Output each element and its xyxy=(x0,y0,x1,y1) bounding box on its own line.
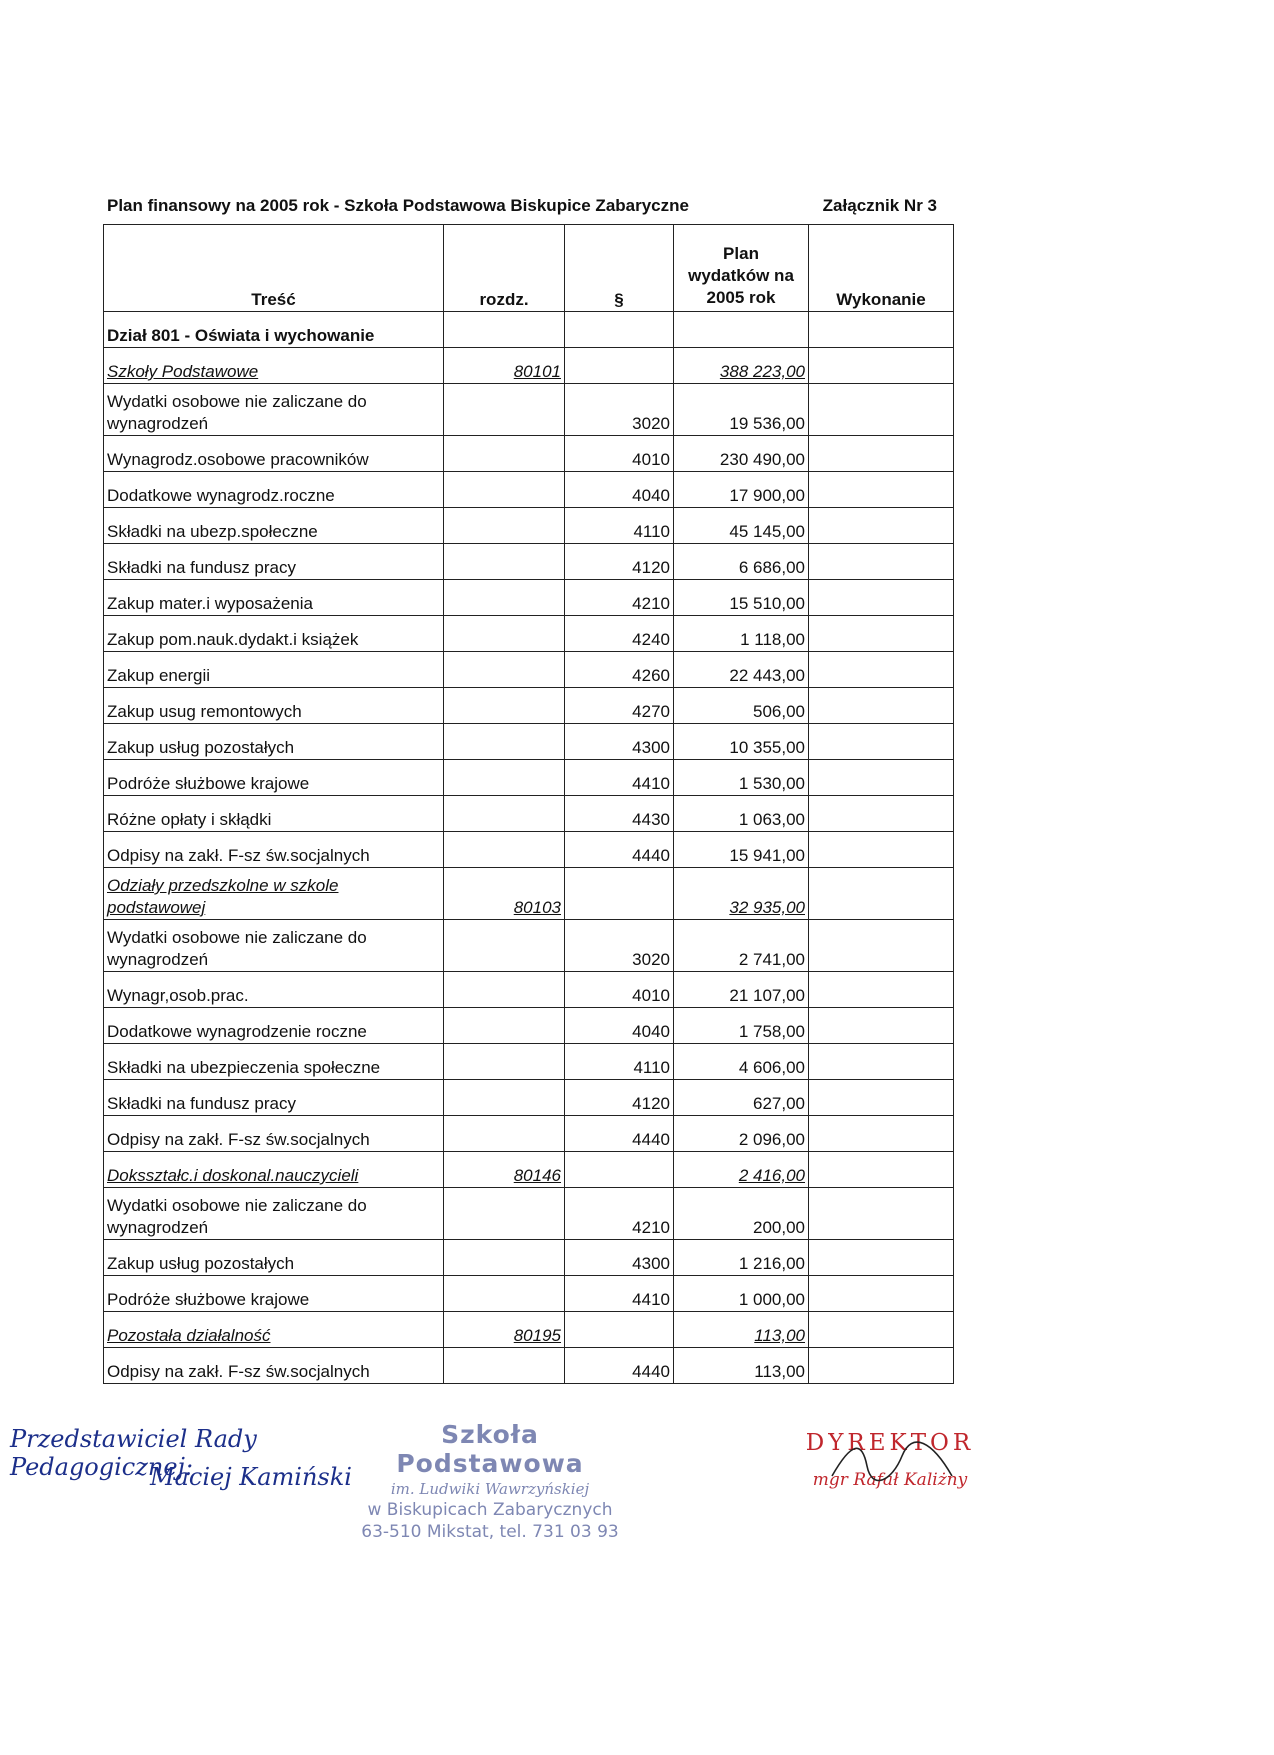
cell-tresc xyxy=(104,472,444,508)
cell-paragraph-text: 4110 xyxy=(633,1058,670,1077)
cell-rozdz xyxy=(444,760,565,796)
table-header-row xyxy=(104,225,954,312)
cell-plan xyxy=(674,508,809,544)
cell-tresc xyxy=(104,796,444,832)
cell-wykonanie xyxy=(809,1240,954,1276)
cell-tresc-text: Odziały przedszkolne w szkole podstawowej xyxy=(107,876,339,917)
table-row xyxy=(104,832,954,868)
cell-wykonanie xyxy=(809,920,954,972)
table-row xyxy=(104,384,954,436)
subsection-row xyxy=(104,1312,954,1348)
cell-plan xyxy=(674,1312,809,1348)
cell-tresc xyxy=(104,1008,444,1044)
cell-wykonanie xyxy=(809,1348,954,1384)
cell-tresc-text: Odpisy na zakł. F-sz św.socjalnych xyxy=(107,1362,370,1381)
cell-tresc xyxy=(104,724,444,760)
cell-tresc-text: Składki na ubezp.społeczne xyxy=(107,522,318,541)
cell-plan xyxy=(674,796,809,832)
cell-rozdz xyxy=(444,1276,565,1312)
cell-paragraph-text: 4010 xyxy=(632,986,670,1005)
cell-wykonanie xyxy=(809,348,954,384)
teacher-council-label: Przedstawiciel Rady Pedagogicznej: xyxy=(10,1425,257,1481)
cell-tresc-text: Wynagr,osob.prac. xyxy=(107,986,249,1005)
subsection-row xyxy=(104,868,954,920)
column-header-wykonanie: Wykonanie xyxy=(809,225,954,312)
table-row xyxy=(104,1008,954,1044)
cell-tresc-text: Zakup mater.i wyposażenia xyxy=(107,594,313,613)
cell-tresc xyxy=(104,868,444,920)
cell-paragraph-text: 4120 xyxy=(632,558,670,577)
cell-rozdz xyxy=(444,1008,565,1044)
cell-paragraph-text: 3020 xyxy=(632,414,670,433)
table-row xyxy=(104,1080,954,1116)
table-row xyxy=(104,544,954,580)
cell-paragraph xyxy=(565,868,674,920)
cell-paragraph-text: 4300 xyxy=(632,738,670,757)
cell-wykonanie xyxy=(809,832,954,868)
cell-plan-text: 1 530,00 xyxy=(738,774,805,793)
cell-plan xyxy=(674,688,809,724)
section-cell xyxy=(444,312,565,348)
cell-tresc xyxy=(104,920,444,972)
cell-rozdz xyxy=(444,832,565,868)
cell-paragraph xyxy=(565,472,674,508)
teacher-council-signature xyxy=(10,1425,380,1515)
cell-plan xyxy=(674,724,809,760)
cell-wykonanie xyxy=(809,616,954,652)
table-row xyxy=(104,580,954,616)
cell-rozdz xyxy=(444,972,565,1008)
cell-wykonanie xyxy=(809,1080,954,1116)
budget-table-body xyxy=(104,225,954,1384)
cell-plan-text: 1 118,00 xyxy=(740,630,805,649)
cell-paragraph xyxy=(565,1152,674,1188)
cell-plan-text: 4 606,00 xyxy=(738,1058,805,1077)
cell-rozdz xyxy=(444,508,565,544)
cell-wykonanie xyxy=(809,1152,954,1188)
cell-tresc-text: Doksształc.i doskonal.nauczycieli xyxy=(107,1166,359,1185)
cell-plan-text: 230 490,00 xyxy=(719,450,805,469)
table-row xyxy=(104,760,954,796)
cell-paragraph xyxy=(565,1116,674,1152)
cell-rozdz xyxy=(444,348,565,384)
table-row xyxy=(104,1240,954,1276)
cell-plan xyxy=(674,472,809,508)
cell-plan-text: 6 686,00 xyxy=(738,558,805,577)
subsection-row xyxy=(104,348,954,384)
cell-tresc-text: Dodatkowe wynagrodz.roczne xyxy=(107,486,335,505)
cell-plan xyxy=(674,1348,809,1384)
cell-wykonanie xyxy=(809,972,954,1008)
table-row xyxy=(104,724,954,760)
table-row xyxy=(104,688,954,724)
cell-rozdz xyxy=(444,1348,565,1384)
cell-tresc xyxy=(104,348,444,384)
cell-tresc xyxy=(104,1312,444,1348)
cell-rozdz xyxy=(444,616,565,652)
cell-tresc-text: Wynagrodz.osobowe pracowników xyxy=(107,450,369,469)
cell-paragraph-text: 4430 xyxy=(632,810,670,829)
cell-tresc xyxy=(104,1348,444,1384)
cell-plan-text: 22 443,00 xyxy=(729,666,805,685)
column-header-paragraph: § xyxy=(565,225,674,312)
cell-paragraph-text: 4040 xyxy=(632,486,670,505)
stamp-line: Szkoła Podstawowa xyxy=(396,1420,584,1478)
cell-rozdz xyxy=(444,580,565,616)
cell-rozdz xyxy=(444,724,565,760)
cell-rozdz xyxy=(444,1152,565,1188)
cell-wykonanie xyxy=(809,1116,954,1152)
column-header-tresc: Treść xyxy=(104,225,444,312)
cell-wykonanie xyxy=(809,508,954,544)
cell-plan xyxy=(674,1044,809,1080)
cell-rozdz xyxy=(444,796,565,832)
cell-paragraph-text: 4440 xyxy=(632,1130,670,1149)
cell-plan-text: 1 758,00 xyxy=(738,1022,805,1041)
section-cell xyxy=(809,312,954,348)
cell-paragraph xyxy=(565,580,674,616)
cell-rozdz xyxy=(444,1240,565,1276)
page-header xyxy=(107,196,937,216)
cell-tresc xyxy=(104,580,444,616)
cell-tresc xyxy=(104,1080,444,1116)
handwritten-signature: Maciej Kamiński xyxy=(150,1463,352,1491)
cell-rozdz xyxy=(444,384,565,436)
cell-tresc xyxy=(104,652,444,688)
cell-tresc-text: Różne opłaty i skłądki xyxy=(107,810,272,829)
cell-paragraph xyxy=(565,832,674,868)
stamp-line: 63-510 Mikstat, tel. 731 03 93 xyxy=(361,1522,619,1542)
cell-tresc-text: Składki na fundusz pracy xyxy=(107,558,296,577)
cell-tresc-text: Zakup usług pozostałych xyxy=(107,1254,295,1273)
cell-paragraph xyxy=(565,1188,674,1240)
cell-wykonanie xyxy=(809,1188,954,1240)
cell-tresc-text: Szkoły Podstawowe xyxy=(107,362,259,381)
cell-paragraph-text: 4110 xyxy=(633,522,670,541)
cell-paragraph xyxy=(565,1240,674,1276)
cell-tresc xyxy=(104,1188,444,1240)
cell-wykonanie xyxy=(809,652,954,688)
cell-plan-text: 32 935,00 xyxy=(729,898,805,917)
cell-tresc-text: Wydatki osobowe nie zaliczane do wynagrodzeń xyxy=(107,1196,367,1237)
cell-paragraph xyxy=(565,348,674,384)
cell-plan xyxy=(674,832,809,868)
cell-tresc-text: Odpisy na zakł. F-sz św.socjalnych xyxy=(107,846,370,865)
cell-tresc xyxy=(104,1044,444,1080)
cell-paragraph-text: 4240 xyxy=(632,630,670,649)
cell-plan-text: 45 145,00 xyxy=(729,522,805,541)
table-row xyxy=(104,616,954,652)
school-stamp xyxy=(345,1420,635,1542)
cell-wykonanie xyxy=(809,1008,954,1044)
cell-rozdz xyxy=(444,1312,565,1348)
cell-plan-text: 19 536,00 xyxy=(729,414,805,433)
cell-wykonanie xyxy=(809,580,954,616)
cell-plan xyxy=(674,1188,809,1240)
cell-plan xyxy=(674,1008,809,1044)
table-row xyxy=(104,1044,954,1080)
cell-tresc xyxy=(104,760,444,796)
stamp-line: w Biskupicach Zabarycznych xyxy=(367,1500,613,1520)
cell-tresc xyxy=(104,384,444,436)
cell-rozdz xyxy=(444,544,565,580)
cell-paragraph-text: 4410 xyxy=(632,1290,670,1309)
cell-plan-text: 1 000,00 xyxy=(738,1290,805,1309)
cell-paragraph-text: 4120 xyxy=(632,1094,670,1113)
cell-plan xyxy=(674,436,809,472)
cell-tresc-text: Odpisy na zakł. F-sz św.socjalnych xyxy=(107,1130,370,1149)
table-row xyxy=(104,972,954,1008)
table-row xyxy=(104,652,954,688)
cell-tresc-text: Dodatkowe wynagrodzenie roczne xyxy=(107,1022,367,1041)
cell-rozdz xyxy=(444,436,565,472)
cell-plan xyxy=(674,1152,809,1188)
table-row xyxy=(104,1348,954,1384)
cell-tresc-text: Pozostała działalność xyxy=(107,1326,271,1345)
cell-paragraph xyxy=(565,1276,674,1312)
director-name: mgr Rafał Kaliżny xyxy=(812,1470,968,1490)
cell-tresc-text: Podróże służbowe krajowe xyxy=(107,774,310,793)
cell-paragraph-text: 4410 xyxy=(632,774,670,793)
cell-plan-text: 200,00 xyxy=(753,1218,805,1237)
cell-tresc-text: Wydatki osobowe nie zaliczane do wynagrodzeń xyxy=(107,928,367,969)
cell-rozdz xyxy=(444,652,565,688)
cell-paragraph xyxy=(565,1008,674,1044)
cell-plan xyxy=(674,652,809,688)
section-cell xyxy=(565,312,674,348)
table-row xyxy=(104,1188,954,1240)
budget-table xyxy=(103,224,954,1384)
cell-plan xyxy=(674,1080,809,1116)
cell-wykonanie xyxy=(809,796,954,832)
cell-plan xyxy=(674,1276,809,1312)
cell-plan xyxy=(674,544,809,580)
cell-plan-text: 15 510,00 xyxy=(729,594,805,613)
cell-plan xyxy=(674,920,809,972)
cell-tresc xyxy=(104,616,444,652)
cell-rozdz xyxy=(444,920,565,972)
cell-tresc xyxy=(104,688,444,724)
cell-paragraph xyxy=(565,920,674,972)
subsection-row xyxy=(104,1152,954,1188)
cell-paragraph-text: 4040 xyxy=(632,1022,670,1041)
cell-paragraph xyxy=(565,1312,674,1348)
cell-plan-text: 2 741,00 xyxy=(738,950,805,969)
cell-tresc-text: Wydatki osobowe nie zaliczane do wynagrodzeń xyxy=(107,392,367,433)
cell-plan xyxy=(674,616,809,652)
cell-paragraph-text: 4010 xyxy=(632,450,670,469)
cell-paragraph xyxy=(565,508,674,544)
cell-rozdz xyxy=(444,868,565,920)
cell-paragraph xyxy=(565,972,674,1008)
cell-rozdz-text: 80101 xyxy=(513,362,561,381)
cell-wykonanie xyxy=(809,1276,954,1312)
cell-paragraph-text: 4300 xyxy=(632,1254,670,1273)
stamp-line: im. Ludwiki Wawrzyńskiej xyxy=(390,1480,590,1498)
cell-wykonanie xyxy=(809,868,954,920)
section-title: Dział 801 - Oświata i wychowanie xyxy=(104,312,444,348)
section-cell xyxy=(674,312,809,348)
cell-tresc-text: Składki na ubezpieczenia społeczne xyxy=(107,1058,381,1077)
cell-paragraph-text: 4440 xyxy=(632,846,670,865)
cell-plan-text: 388 223,00 xyxy=(719,362,805,381)
cell-paragraph xyxy=(565,384,674,436)
table-row xyxy=(104,1276,954,1312)
cell-plan xyxy=(674,1240,809,1276)
cell-tresc xyxy=(104,1276,444,1312)
cell-plan-text: 2 096,00 xyxy=(738,1130,805,1149)
cell-rozdz xyxy=(444,1044,565,1080)
cell-wykonanie xyxy=(809,436,954,472)
table-row xyxy=(104,436,954,472)
cell-tresc xyxy=(104,1116,444,1152)
column-header-rozdz: rozdz. xyxy=(444,225,565,312)
cell-rozdz xyxy=(444,1116,565,1152)
cell-tresc xyxy=(104,1152,444,1188)
cell-paragraph xyxy=(565,436,674,472)
cell-tresc xyxy=(104,832,444,868)
cell-paragraph-text: 4260 xyxy=(632,666,670,685)
cell-plan-text: 17 900,00 xyxy=(729,486,805,505)
cell-plan xyxy=(674,384,809,436)
cell-paragraph-text: 3020 xyxy=(632,950,670,969)
cell-paragraph xyxy=(565,688,674,724)
cell-wykonanie xyxy=(809,544,954,580)
table-row xyxy=(104,472,954,508)
cell-plan xyxy=(674,972,809,1008)
cell-tresc xyxy=(104,1240,444,1276)
table-row xyxy=(104,920,954,972)
cell-rozdz-text: 80103 xyxy=(513,898,561,917)
cell-tresc xyxy=(104,508,444,544)
annex-label: Załącznik Nr 3 xyxy=(822,196,937,215)
cell-plan-text: 627,00 xyxy=(753,1094,805,1113)
cell-tresc xyxy=(104,972,444,1008)
cell-paragraph xyxy=(565,616,674,652)
cell-tresc xyxy=(104,544,444,580)
cell-plan-text: 21 107,00 xyxy=(729,986,805,1005)
cell-rozdz-text: 80146 xyxy=(513,1166,561,1185)
table-row xyxy=(104,1116,954,1152)
cell-plan-text: 15 941,00 xyxy=(729,846,805,865)
director-title: DYREKTOR xyxy=(805,1430,975,1456)
cell-paragraph xyxy=(565,1044,674,1080)
cell-wykonanie xyxy=(809,760,954,796)
cell-tresc-text: Składki na fundusz pracy xyxy=(107,1094,296,1113)
cell-paragraph xyxy=(565,760,674,796)
director-stamp xyxy=(790,1430,990,1490)
cell-paragraph xyxy=(565,1348,674,1384)
cell-paragraph-text: 4270 xyxy=(632,702,670,721)
cell-rozdz xyxy=(444,688,565,724)
cell-wykonanie xyxy=(809,1312,954,1348)
cell-paragraph xyxy=(565,544,674,580)
cell-tresc-text: Zakup pom.nauk.dydakt.i książek xyxy=(107,630,359,649)
cell-tresc xyxy=(104,436,444,472)
cell-plan-text: 1 216,00 xyxy=(738,1254,805,1273)
cell-plan-text: 113,00 xyxy=(754,1362,805,1381)
table-row xyxy=(104,796,954,832)
cell-rozdz-text: 80195 xyxy=(513,1326,561,1345)
cell-tresc-text: Zakup usug remontowych xyxy=(107,702,302,721)
cell-plan-text: 2 416,00 xyxy=(738,1166,805,1185)
cell-plan xyxy=(674,760,809,796)
cell-plan-text: 1 063,00 xyxy=(738,810,805,829)
cell-plan-text: 10 355,00 xyxy=(729,738,805,757)
cell-paragraph-text: 4210 xyxy=(632,1218,670,1237)
cell-paragraph xyxy=(565,724,674,760)
cell-plan xyxy=(674,348,809,384)
cell-paragraph xyxy=(565,1080,674,1116)
cell-tresc-text: Zakup usług pozostałych xyxy=(107,738,295,757)
cell-plan-text: 506,00 xyxy=(753,702,805,721)
cell-tresc-text: Zakup energii xyxy=(107,666,211,685)
cell-wykonanie xyxy=(809,472,954,508)
cell-plan-text: 113,00 xyxy=(754,1326,805,1345)
cell-plan xyxy=(674,1116,809,1152)
column-header-plan: Plan wydatków na 2005 rok xyxy=(674,225,809,312)
cell-tresc-text: Podróże służbowe krajowe xyxy=(107,1290,310,1309)
cell-paragraph-text: 4440 xyxy=(632,1362,670,1381)
table-row xyxy=(104,508,954,544)
cell-wykonanie xyxy=(809,724,954,760)
cell-paragraph xyxy=(565,796,674,832)
cell-paragraph xyxy=(565,652,674,688)
cell-plan xyxy=(674,868,809,920)
cell-rozdz xyxy=(444,472,565,508)
cell-paragraph-text: 4210 xyxy=(632,594,670,613)
cell-wykonanie xyxy=(809,384,954,436)
cell-wykonanie xyxy=(809,1044,954,1080)
cell-rozdz xyxy=(444,1188,565,1240)
director-signature-scribble xyxy=(822,1436,962,1486)
cell-wykonanie xyxy=(809,688,954,724)
section-row xyxy=(104,312,954,348)
cell-plan xyxy=(674,580,809,616)
cell-rozdz xyxy=(444,1080,565,1116)
document-title: Plan finansowy na 2005 rok - Szkoła Podstawowa Biskupice Zabaryczne xyxy=(107,196,689,215)
